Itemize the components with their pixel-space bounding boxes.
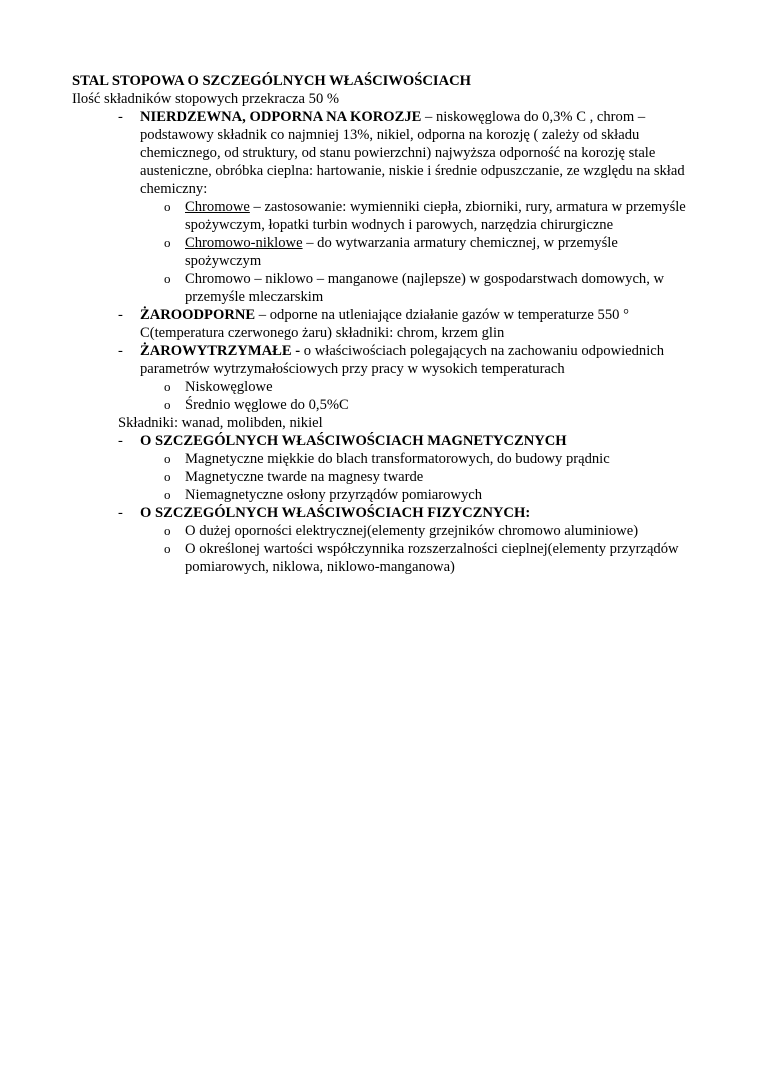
circle-bullet: o: [164, 451, 171, 466]
sub-item-heading: Chromowo-niklowe: [185, 235, 303, 251]
section-heading: O SZCZEGÓLNYCH WŁAŚCIWOŚCIACH FIZYCZNYCH:: [140, 505, 531, 521]
sub-item-chromowo-niklowo-manganowe: [72, 270, 692, 306]
section-heading: O SZCZEGÓLNYCH WŁAŚCIWOŚCIACH MAGNETYCZNYCH: [140, 433, 567, 449]
section-text: – niskowęglowa do 0,3% C , chrom – podstawowy składnik co najmniej 13%, nikiel, odporna na korozję ( zależy od składu chemicznego, od struktury, od stanu powierzchni) najwyższa odporność na korozję stale austeniczne, obróbka cieplna: hartowanie, niskie i średnie odpuszczanie, ze względu na skład chemiczny:: [140, 109, 685, 197]
document-subtitle: Ilość składników stopowych przekracza 50 %: [72, 91, 340, 107]
components-line: Składniki: wanad, molibden, nikiel: [118, 415, 323, 431]
circle-bullet: o: [164, 487, 171, 502]
dash-bullet: -: [118, 343, 123, 359]
section-text: – odporne na utleniające działanie gazów w temperaturze 550 ° C(temperatura czerwonego żaru) składniki: chrom, krzem glin: [140, 307, 629, 341]
sub-item-text: O określonej wartości współczynnika rozszerzalności cieplnej(elementy przyrządów pomiarowych, niklowa, niklowo-manganowa): [185, 541, 679, 575]
sub-item-text: – zastosowanie: wymienniki ciepła, zbiorniki, rury, armatura w przemyśle spożywczym, łopatki turbin wodnych i parowych, narzędzia chirurgiczne: [185, 199, 686, 233]
sub-item-chromowe: [72, 198, 692, 234]
list-item-zarowytrzymale: [72, 342, 692, 378]
sub-item-magnetyczne-twarde: [72, 468, 692, 486]
sub-item-chromowo-niklowe: [72, 234, 692, 270]
dash-bullet: -: [118, 307, 123, 323]
sub-item-text: Magnetyczne twarde na magnesy twarde: [185, 469, 424, 485]
list-item-nierdzewna: [72, 108, 692, 198]
section-text: o właściwościach polegających na zachowaniu odpowiednich parametrów wytrzymałościowych przy pracy w wysokich temperaturach: [140, 343, 665, 377]
sub-item-heading: Chromowe: [185, 199, 250, 215]
sub-item-text: Niemagnetyczne osłony przyrządów pomiarowych: [185, 487, 483, 503]
circle-bullet: o: [164, 397, 171, 412]
sub-item-text: Średnio węglowe do 0,5%C: [185, 397, 349, 413]
sub-item-text: Chromowo – niklowo – manganowe (najlepsze) w gospodarstwach domowych, w przemyśle mleczarskim: [185, 271, 665, 305]
sub-item-text: O dużej oporności elektrycznej(elementy grzejników chromowo aluminiowe): [185, 523, 639, 539]
circle-bullet: o: [164, 379, 171, 394]
sub-item-niemagnetyczne: [72, 486, 692, 504]
sub-item-niskoweglowe: [72, 378, 692, 396]
sub-item-text: Magnetyczne miękkie do blach transformatorowych, do budowy prądnic: [185, 451, 610, 467]
circle-bullet: o: [164, 271, 171, 286]
section-heading: ŻAROODPORNE: [140, 307, 256, 323]
dash-bullet: -: [118, 433, 123, 449]
document-body: [72, 72, 692, 576]
circle-bullet: o: [164, 199, 171, 214]
circle-bullet: o: [164, 235, 171, 250]
section-heading: NIERDZEWNA, ODPORNA NA KOROZJE: [140, 109, 422, 125]
sub-item-magnetyczne-miekkie: [72, 450, 692, 468]
list-item-magnetyczne: [72, 432, 692, 450]
main-list: [72, 108, 692, 414]
sub-item-srednio-weglowe: [72, 396, 692, 414]
list-item-fizyczne: [72, 504, 692, 522]
dash-bullet: -: [118, 505, 123, 521]
sub-item-text: Niskowęglowe: [185, 379, 273, 395]
section-heading: ŻAROWYTRZYMAŁE -: [140, 343, 304, 359]
main-list-continued: [72, 432, 692, 576]
dash-bullet: -: [118, 109, 123, 125]
circle-bullet: o: [164, 469, 171, 484]
list-item-zaroodporne: [72, 306, 692, 342]
sub-item-rozszerzalnosc: [72, 540, 692, 576]
sub-item-text: – do wytwarzania armatury chemicznej, w przemyśle spożywczym: [185, 235, 618, 269]
circle-bullet: o: [164, 523, 171, 538]
sub-item-opornosc: [72, 522, 692, 540]
circle-bullet: o: [164, 541, 171, 556]
document-title: STAL STOPOWA O SZCZEGÓLNYCH WŁAŚCIWOŚCIACH: [72, 73, 472, 89]
